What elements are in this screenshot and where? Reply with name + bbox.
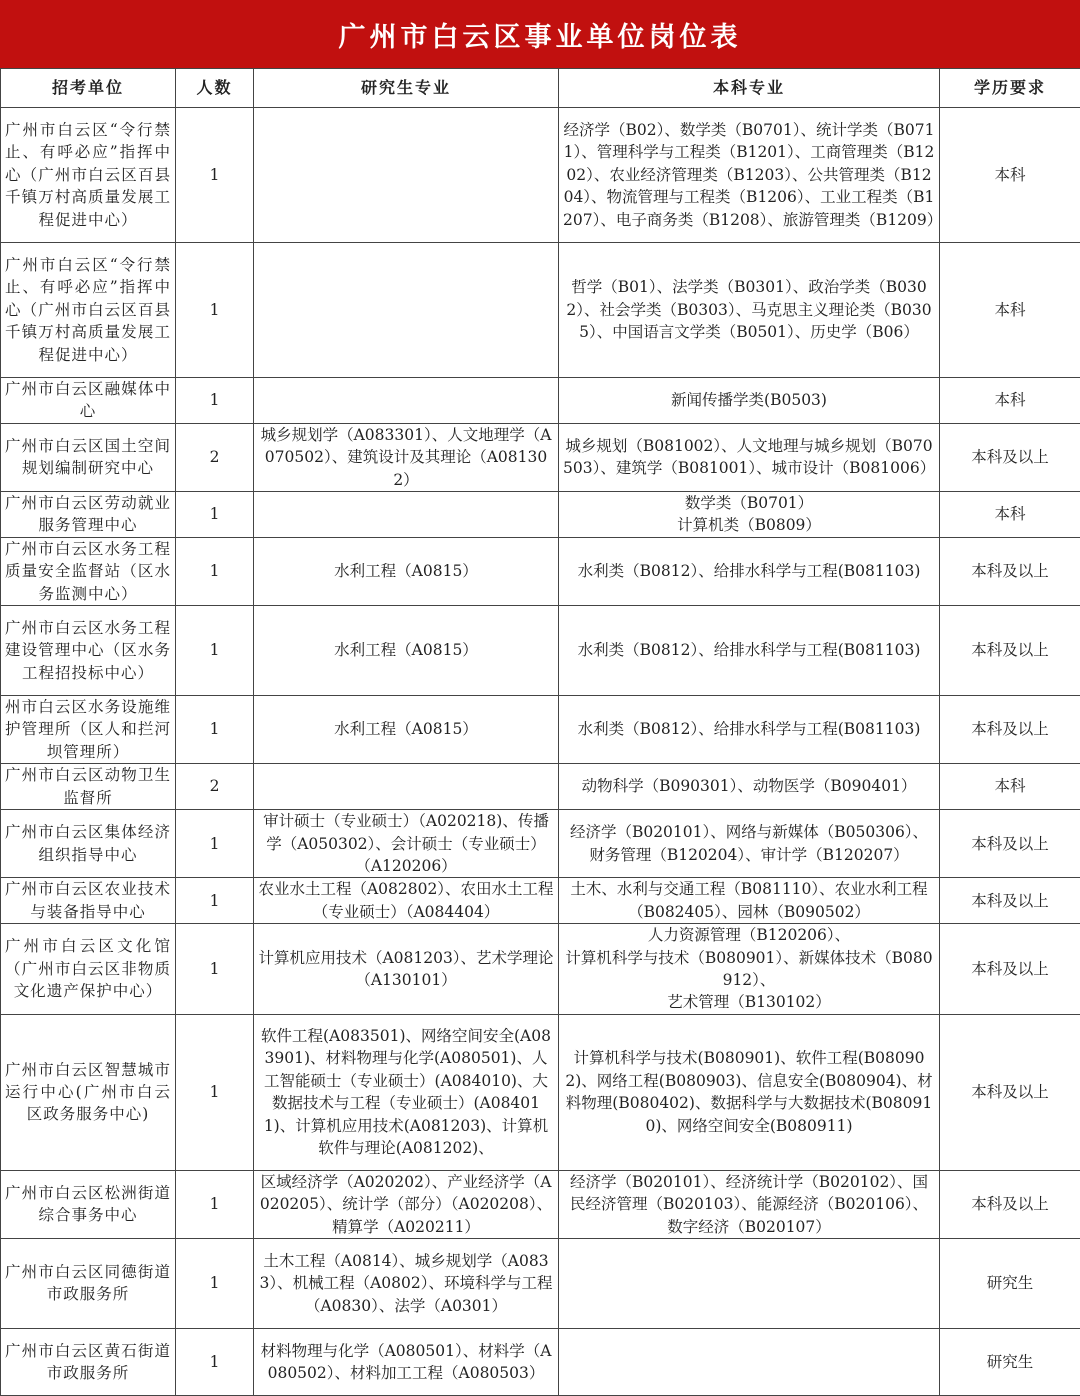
cell-grad-major: 材料物理与化学（A080501）、材料学（A080502）、材料加工工程（A080503） — [254, 1328, 559, 1395]
cell-unit: 广州市白云区黄石街道市政服务所 — [1, 1328, 176, 1395]
table-body — [1, 108, 1080, 1396]
cell-unit: 广州市白云区融媒体中心 — [1, 378, 176, 424]
cell-count: 1 — [176, 810, 254, 878]
cell-count: 1 — [176, 1170, 254, 1238]
cell-undergrad-major: 经济学（B020101）、经济统计学（B020102）、国民经济管理（B020103）、能源经济（B020106）、数字经济（B020107） — [559, 1170, 940, 1238]
cell-grad-major: 水利工程（A0815） — [254, 696, 559, 764]
cell-unit: 广州市白云区“令行禁止、有呼必应”指挥中心（广州市白云区百县千镇万村高质量发展工程促进中心） — [1, 243, 176, 378]
cell-undergrad-major — [559, 1328, 940, 1395]
cell-undergrad-major: 新闻传播学类(B0503) — [559, 378, 940, 424]
table-row — [1, 696, 1080, 764]
cell-count: 1 — [176, 1328, 254, 1395]
header-education: 学历要求 — [940, 69, 1080, 108]
cell-unit: 州市白云区水务设施维护管理所（区人和拦河坝管理所） — [1, 696, 176, 764]
cell-undergrad-major: 经济学（B02）、数学类（B0701）、统计学类（B0711）、管理科学与工程类（B1201）、工商管理类（B1202）、农业经济管理类（B1203）、公共管理类（B1204）、物流管理与工程类（B1206）、工业工程类（B1207）、电子商务类（B1208）、旅游管理类（B1209） — [559, 108, 940, 243]
cell-undergrad-major: 水利类（B0812）、给排水科学与工程(B081103) — [559, 606, 940, 696]
table-row — [1, 423, 1080, 491]
table-row — [1, 924, 1080, 1015]
cell-grad-major: 土木工程（A0814）、城乡规划学（A0833）、机械工程（A0802）、环境科学与工程（A0830）、法学（A0301） — [254, 1238, 559, 1328]
cell-grad-major — [254, 492, 559, 538]
cell-education: 研究生 — [940, 1238, 1080, 1328]
table-row — [1, 243, 1080, 378]
table-row — [1, 1014, 1080, 1170]
table-row — [1, 537, 1080, 605]
cell-grad-major — [254, 243, 559, 378]
table-row — [1, 1328, 1080, 1395]
cell-count: 1 — [176, 243, 254, 378]
cell-undergrad-major: 水利类（B0812）、给排水科学与工程(B081103) — [559, 537, 940, 605]
positions-table — [0, 68, 1080, 1396]
table-row — [1, 810, 1080, 878]
header-count: 人数 — [176, 69, 254, 108]
cell-unit: 广州市白云区松洲街道综合事务中心 — [1, 1170, 176, 1238]
header-grad-major: 研究生专业 — [254, 69, 559, 108]
cell-unit: 广州市白云区农业技术与装备指导中心 — [1, 878, 176, 924]
cell-count: 1 — [176, 696, 254, 764]
cell-education: 本科 — [940, 764, 1080, 810]
table-row — [1, 492, 1080, 538]
table-row — [1, 108, 1080, 243]
cell-undergrad-major: 人力资源管理（B120206）、 计算机科学与技术（B080901）、新媒体技术（B080912）、 艺术管理（B130102） — [559, 924, 940, 1015]
cell-count: 2 — [176, 764, 254, 810]
table-header-row — [1, 69, 1080, 108]
cell-grad-major — [254, 108, 559, 243]
cell-grad-major — [254, 764, 559, 810]
cell-education: 本科 — [940, 243, 1080, 378]
cell-unit: 广州市白云区国土空间规划编制研究中心 — [1, 423, 176, 491]
cell-grad-major: 水利工程（A0815） — [254, 537, 559, 605]
cell-education: 本科及以上 — [940, 423, 1080, 491]
cell-count: 1 — [176, 924, 254, 1015]
cell-grad-major: 农业水土工程（A082802）、农田水土工程（专业硕士）（A084404） — [254, 878, 559, 924]
cell-count: 1 — [176, 1238, 254, 1328]
cell-undergrad-major: 水利类（B0812）、给排水科学与工程(B081103) — [559, 696, 940, 764]
cell-undergrad-major: 经济学（B020101）、网络与新媒体（B050306）、财务管理（B120204）、审计学（B120207） — [559, 810, 940, 878]
cell-undergrad-major: 哲学（B01）、法学类（B0301）、政治学类（B0302）、社会学类（B0303）、马克思主义理论类（B0305）、中国语言文学类（B0501）、历史学（B06） — [559, 243, 940, 378]
cell-count: 1 — [176, 606, 254, 696]
cell-count: 1 — [176, 878, 254, 924]
cell-grad-major — [254, 378, 559, 424]
cell-grad-major: 软件工程(A083501)、网络空间安全(A083901)、材料物理与化学(A080501)、人工智能硕士（专业硕士）(A084010)、大数据技术与工程（专业硕士）(A084011)、计算机应用技术(A081203)、计算机软件与理论(A081202)、 — [254, 1014, 559, 1170]
cell-grad-major: 计算机应用技术（A081203）、艺术学理论（A130101） — [254, 924, 559, 1015]
cell-undergrad-major: 数学类（B0701） 计算机类（B0809） — [559, 492, 940, 538]
cell-education: 本科及以上 — [940, 537, 1080, 605]
cell-undergrad-major: 动物科学（B090301）、动物医学（B090401） — [559, 764, 940, 810]
cell-unit: 广州市白云区劳动就业服务管理中心 — [1, 492, 176, 538]
table-row — [1, 1170, 1080, 1238]
cell-unit: 广州市白云区动物卫生监督所 — [1, 764, 176, 810]
cell-undergrad-major: 城乡规划（B081002）、人文地理与城乡规划（B070503）、建筑学（B081001）、城市设计（B081006） — [559, 423, 940, 491]
cell-education: 本科及以上 — [940, 696, 1080, 764]
cell-education: 本科 — [940, 378, 1080, 424]
cell-undergrad-major — [559, 1238, 940, 1328]
cell-count: 1 — [176, 537, 254, 605]
cell-count: 1 — [176, 108, 254, 243]
header-unit: 招考单位 — [1, 69, 176, 108]
cell-count: 1 — [176, 378, 254, 424]
table-row — [1, 764, 1080, 810]
cell-education: 本科及以上 — [940, 878, 1080, 924]
cell-unit: 广州市白云区集体经济组织指导中心 — [1, 810, 176, 878]
table-row — [1, 378, 1080, 424]
cell-unit: 广州市白云区水务工程建设管理中心（区水务工程招投标中心） — [1, 606, 176, 696]
table-row — [1, 878, 1080, 924]
cell-education: 本科 — [940, 108, 1080, 243]
cell-grad-major: 区域经济学（A020202）、产业经济学（A020205）、统计学（部分）（A020208）、精算学（A020211） — [254, 1170, 559, 1238]
cell-count: 1 — [176, 1014, 254, 1170]
page-title: 广州市白云区事业单位岗位表 — [339, 15, 742, 54]
cell-education: 本科 — [940, 492, 1080, 538]
cell-undergrad-major: 土木、水利与交通工程（B081110）、农业水利工程（B082405）、园林（B090502） — [559, 878, 940, 924]
header-undergrad-major: 本科专业 — [559, 69, 940, 108]
cell-grad-major: 审计硕士（专业硕士）（A020218)、传播学（A050302）、会计硕士（专业硕士）（A120206） — [254, 810, 559, 878]
cell-unit: 广州市白云区文化馆（广州市白云区非物质文化遗产保护中心） — [1, 924, 176, 1015]
cell-count: 1 — [176, 492, 254, 538]
cell-unit: 广州市白云区“令行禁止、有呼必应”指挥中心（广州市白云区百县千镇万村高质量发展工程促进中心） — [1, 108, 176, 243]
cell-education: 本科及以上 — [940, 1170, 1080, 1238]
cell-education: 本科及以上 — [940, 924, 1080, 1015]
table-row — [1, 1238, 1080, 1328]
cell-unit: 广州市白云区同德街道市政服务所 — [1, 1238, 176, 1328]
title-banner — [0, 0, 1080, 68]
cell-education: 研究生 — [940, 1328, 1080, 1395]
cell-unit: 广州市白云区水务工程质量安全监督站（区水务监测中心） — [1, 537, 176, 605]
cell-education: 本科及以上 — [940, 606, 1080, 696]
cell-undergrad-major: 计算机科学与技术(B080901)、软件工程(B080902)、网络工程(B080903)、信息安全(B080904)、材料物理(B080402)、数据科学与大数据技术(B080910)、网络空间安全(B080911) — [559, 1014, 940, 1170]
table-row — [1, 606, 1080, 696]
cell-unit: 广州市白云区智慧城市运行中心(广州市白云区政务服务中心) — [1, 1014, 176, 1170]
cell-grad-major: 水利工程（A0815） — [254, 606, 559, 696]
cell-education: 本科及以上 — [940, 1014, 1080, 1170]
cell-grad-major: 城乡规划学（A083301）、人文地理学（A070502）、建筑设计及其理论（A081302） — [254, 423, 559, 491]
cell-education: 本科及以上 — [940, 810, 1080, 878]
cell-count: 2 — [176, 423, 254, 491]
